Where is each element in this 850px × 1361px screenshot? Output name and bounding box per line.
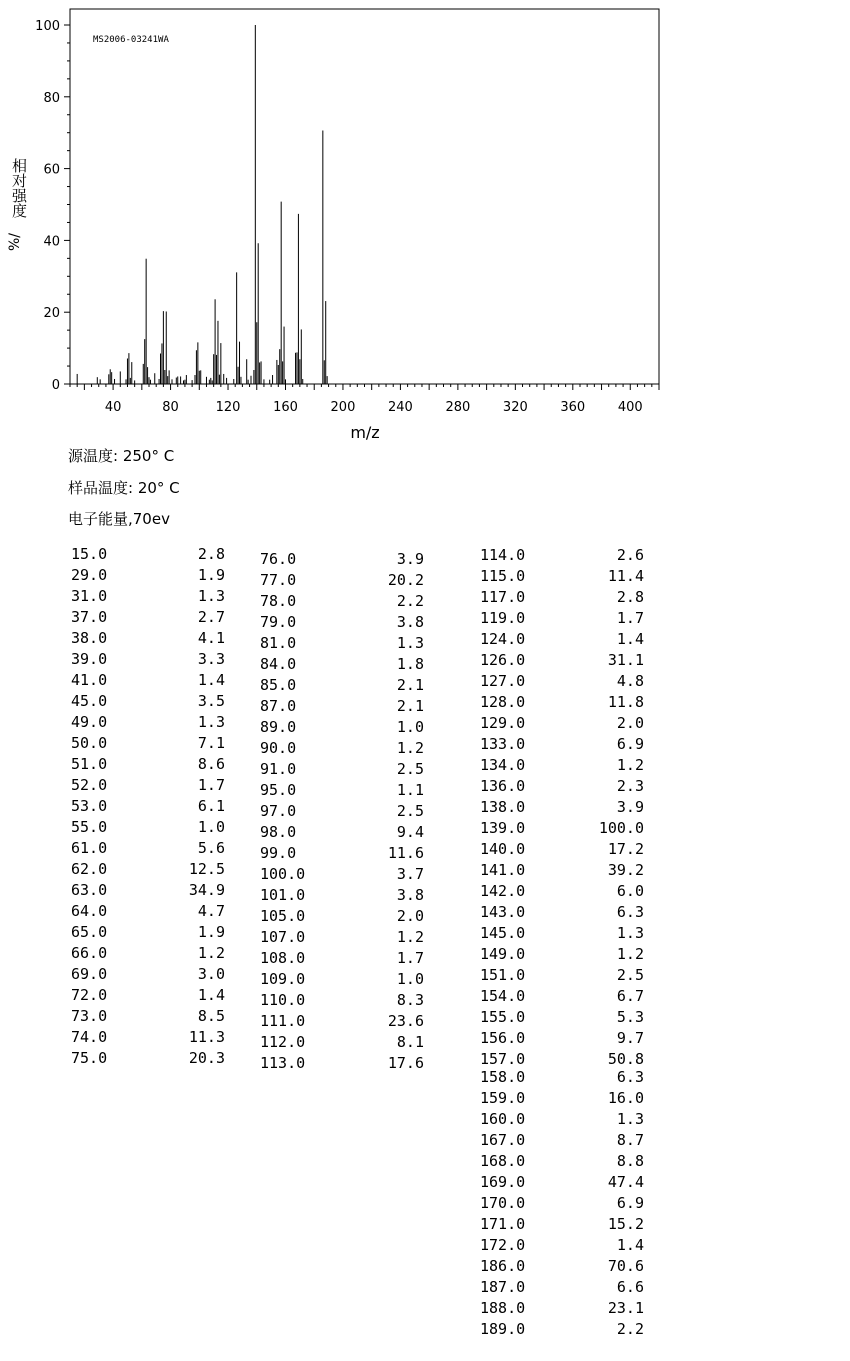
x-tick-label: 40 bbox=[104, 400, 122, 415]
peak-mz: 136.0 bbox=[480, 777, 526, 795]
peak-abundance: 1.4 bbox=[616, 1236, 644, 1254]
peak-abundance: 8.6 bbox=[197, 755, 225, 773]
peak-abundance: 5.3 bbox=[616, 1008, 644, 1026]
peak-mz: 79.0 bbox=[260, 613, 297, 631]
x-tick-label: 280 bbox=[445, 400, 471, 415]
peak-abundance: 2.1 bbox=[396, 697, 424, 715]
peak-mz: 159.0 bbox=[480, 1089, 526, 1107]
y-tick-label: 80 bbox=[43, 90, 60, 106]
peak-mz: 15.0 bbox=[71, 545, 108, 563]
peak-abundance: 2.0 bbox=[616, 714, 644, 732]
peak-mz: 85.0 bbox=[260, 676, 297, 694]
plot-frame bbox=[70, 9, 659, 384]
peak-mz: 99.0 bbox=[260, 844, 297, 862]
peak-mz: 108.0 bbox=[260, 949, 306, 967]
peak-mz: 87.0 bbox=[260, 697, 297, 715]
peak-mz: 145.0 bbox=[480, 924, 526, 942]
peak-mz: 69.0 bbox=[71, 965, 108, 983]
peak-abundance: 1.8 bbox=[396, 655, 424, 673]
peak-mz: 110.0 bbox=[260, 991, 306, 1009]
peak-mz: 124.0 bbox=[480, 630, 526, 648]
peak-abundance: 1.3 bbox=[396, 634, 424, 652]
x-tick-label: 160 bbox=[273, 400, 298, 415]
peak-abundance: 1.3 bbox=[616, 1110, 644, 1128]
x-tick-label: 120 bbox=[215, 400, 241, 415]
peak-abundance: 7.1 bbox=[197, 734, 225, 752]
peak-abundance: 20.2 bbox=[387, 571, 424, 589]
peak-mz: 119.0 bbox=[480, 609, 526, 627]
x-tick-label: 80 bbox=[162, 400, 179, 415]
peak-abundance: 3.8 bbox=[396, 886, 424, 904]
peak-mz: 77.0 bbox=[260, 571, 297, 589]
peak-abundance: 1.0 bbox=[197, 818, 225, 836]
peak-abundance: 1.0 bbox=[396, 718, 424, 736]
peak-abundance: 2.3 bbox=[616, 777, 644, 795]
peak-mz: 38.0 bbox=[71, 629, 108, 647]
peak-mz: 155.0 bbox=[480, 1008, 526, 1026]
peak-mz: 186.0 bbox=[480, 1257, 526, 1275]
peak-abundance: 1.4 bbox=[197, 986, 225, 1004]
peak-abundance: 50.8 bbox=[607, 1050, 644, 1068]
peak-abundance: 6.6 bbox=[616, 1278, 644, 1296]
y-tick-label: 20 bbox=[43, 306, 60, 322]
peak-mz: 141.0 bbox=[480, 861, 526, 879]
peak-abundance: 4.1 bbox=[197, 629, 225, 647]
source-temperature: 源温度: 250° C bbox=[68, 447, 175, 465]
peak-mz: 76.0 bbox=[260, 550, 297, 568]
peak-mz: 64.0 bbox=[71, 902, 108, 920]
peak-mz: 51.0 bbox=[71, 755, 108, 773]
peak-abundance: 20.3 bbox=[188, 1049, 225, 1067]
peak-abundance: 23.6 bbox=[387, 1012, 424, 1030]
x-tick-label: 400 bbox=[617, 400, 643, 415]
peak-mz: 127.0 bbox=[480, 672, 526, 690]
y-tick-label: 100 bbox=[35, 19, 60, 34]
peak-abundance: 16.0 bbox=[607, 1089, 644, 1107]
x-axis-ticks bbox=[70, 384, 659, 415]
peak-mz: 142.0 bbox=[480, 882, 526, 900]
peak-abundance: 5.6 bbox=[197, 839, 225, 857]
peak-mz: 115.0 bbox=[480, 567, 526, 585]
peak-abundance: 6.9 bbox=[616, 1194, 644, 1212]
y-axis-unit: %/ bbox=[7, 232, 23, 251]
peak-mz: 112.0 bbox=[260, 1033, 306, 1051]
peak-mz: 133.0 bbox=[480, 735, 526, 753]
peak-abundance: 11.6 bbox=[387, 844, 424, 862]
peak-mz: 117.0 bbox=[480, 588, 526, 606]
peak-abundance: 1.1 bbox=[396, 781, 424, 799]
peak-mz: 62.0 bbox=[71, 860, 108, 878]
peak-abundance: 2.5 bbox=[616, 966, 644, 984]
peak-mz: 151.0 bbox=[480, 966, 526, 984]
peak-mz: 169.0 bbox=[480, 1173, 526, 1191]
y-axis-ticks bbox=[35, 19, 70, 393]
peak-mz: 172.0 bbox=[480, 1236, 526, 1254]
peak-mz: 72.0 bbox=[71, 986, 108, 1004]
y-tick-label: 40 bbox=[43, 234, 60, 250]
y-axis-label: 相对强度 bbox=[10, 158, 28, 218]
peak-abundance: 1.9 bbox=[197, 923, 225, 941]
peak-abundance: 1.3 bbox=[197, 587, 225, 605]
peak-mz: 31.0 bbox=[71, 587, 108, 605]
spectrum-id-label: MS2006-03241WA bbox=[93, 35, 169, 45]
peak-mz: 157.0 bbox=[480, 1050, 526, 1068]
peak-abundance: 70.6 bbox=[607, 1257, 644, 1275]
peak-mz: 128.0 bbox=[480, 693, 526, 711]
peak-mz: 140.0 bbox=[480, 840, 526, 858]
peak-abundance: 1.2 bbox=[616, 756, 644, 774]
peak-mz: 171.0 bbox=[480, 1215, 526, 1233]
peak-abundance: 4.8 bbox=[616, 672, 644, 690]
peak-abundance: 2.8 bbox=[197, 545, 225, 563]
peak-abundance: 11.8 bbox=[607, 693, 644, 711]
peak-abundance: 6.0 bbox=[616, 882, 644, 900]
peak-mz: 101.0 bbox=[260, 886, 306, 904]
peak-abundance: 6.3 bbox=[616, 1068, 644, 1086]
peak-mz: 114.0 bbox=[480, 546, 526, 564]
peak-abundance: 9.7 bbox=[616, 1029, 644, 1047]
peak-abundance: 1.2 bbox=[616, 945, 644, 963]
peak-mz: 49.0 bbox=[71, 713, 108, 731]
peak-mz: 138.0 bbox=[480, 798, 526, 816]
peak-abundance: 11.4 bbox=[607, 567, 644, 585]
peak-abundance: 2.7 bbox=[197, 608, 225, 626]
peak-abundance: 1.4 bbox=[616, 630, 644, 648]
peak-mz: 134.0 bbox=[480, 756, 526, 774]
peak-mz: 29.0 bbox=[71, 566, 108, 584]
peak-abundance: 2.5 bbox=[396, 760, 424, 778]
peak-mz: 167.0 bbox=[480, 1131, 526, 1149]
peak-mz: 45.0 bbox=[71, 692, 108, 710]
peak-abundance: 17.6 bbox=[387, 1054, 424, 1072]
peak-mz: 158.0 bbox=[480, 1068, 526, 1086]
peak-mz: 61.0 bbox=[71, 839, 108, 857]
spectrum-bars bbox=[77, 25, 327, 384]
peak-mz: 65.0 bbox=[71, 923, 108, 941]
peak-abundance: 34.9 bbox=[188, 881, 225, 899]
peak-abundance: 1.2 bbox=[396, 739, 424, 757]
peak-abundance: 2.8 bbox=[616, 588, 644, 606]
peak-mz: 50.0 bbox=[71, 734, 108, 752]
peak-abundance: 1.3 bbox=[197, 713, 225, 731]
peak-mz: 188.0 bbox=[480, 1299, 526, 1317]
peak-mz: 78.0 bbox=[260, 592, 297, 610]
peak-mz: 89.0 bbox=[260, 718, 297, 736]
peak-abundance: 47.4 bbox=[607, 1173, 644, 1191]
peak-abundance: 3.9 bbox=[616, 798, 644, 816]
peak-mz: 156.0 bbox=[480, 1029, 526, 1047]
peak-abundance: 2.2 bbox=[396, 592, 424, 610]
peak-abundance: 3.7 bbox=[396, 865, 424, 883]
peak-mz: 95.0 bbox=[260, 781, 297, 799]
peak-mz: 63.0 bbox=[71, 881, 108, 899]
peak-abundance: 39.2 bbox=[607, 861, 644, 879]
peak-mz: 91.0 bbox=[260, 760, 297, 778]
peak-abundance: 11.3 bbox=[188, 1028, 225, 1046]
peak-mz: 126.0 bbox=[480, 651, 526, 669]
peak-mz: 168.0 bbox=[480, 1152, 526, 1170]
peak-abundance: 1.0 bbox=[396, 970, 424, 988]
peak-mz: 160.0 bbox=[480, 1110, 526, 1128]
peak-abundance: 1.3 bbox=[616, 924, 644, 942]
peak-mz: 90.0 bbox=[260, 739, 297, 757]
peak-abundance: 2.0 bbox=[396, 907, 424, 925]
peak-mz: 143.0 bbox=[480, 903, 526, 921]
peak-abundance: 8.1 bbox=[396, 1033, 424, 1051]
peak-mz: 97.0 bbox=[260, 802, 297, 820]
peak-mz: 189.0 bbox=[480, 1320, 526, 1338]
y-tick-label: 60 bbox=[43, 162, 60, 178]
peak-abundance: 23.1 bbox=[607, 1299, 644, 1317]
peak-mz: 187.0 bbox=[480, 1278, 526, 1296]
x-tick-label: 240 bbox=[388, 400, 413, 415]
peak-abundance: 3.9 bbox=[396, 550, 424, 568]
peak-abundance: 12.5 bbox=[188, 860, 225, 878]
peak-abundance: 100.0 bbox=[598, 819, 644, 837]
peak-abundance: 1.7 bbox=[616, 609, 644, 627]
peak-abundance: 9.4 bbox=[396, 823, 424, 841]
peak-mz: 55.0 bbox=[71, 818, 108, 836]
peak-mz: 170.0 bbox=[480, 1194, 526, 1212]
peak-abundance: 4.7 bbox=[197, 902, 225, 920]
mass-spectrum-chart bbox=[0, 0, 850, 445]
peak-abundance: 3.3 bbox=[197, 650, 225, 668]
peak-abundance: 2.2 bbox=[616, 1320, 644, 1338]
peak-abundance: 1.7 bbox=[197, 776, 225, 794]
peak-abundance: 8.5 bbox=[197, 1007, 225, 1025]
peak-mz: 149.0 bbox=[480, 945, 526, 963]
peak-mz: 111.0 bbox=[260, 1012, 306, 1030]
peak-abundance: 3.0 bbox=[197, 965, 225, 983]
peak-mz: 84.0 bbox=[260, 655, 297, 673]
peak-mz: 154.0 bbox=[480, 987, 526, 1005]
peak-abundance: 3.8 bbox=[396, 613, 424, 631]
peak-abundance: 1.2 bbox=[396, 928, 424, 946]
peak-abundance: 17.2 bbox=[607, 840, 644, 858]
peak-abundance: 8.3 bbox=[396, 991, 424, 1009]
peak-abundance: 1.2 bbox=[197, 944, 225, 962]
peak-mz: 53.0 bbox=[71, 797, 108, 815]
peak-abundance: 8.8 bbox=[616, 1152, 644, 1170]
peak-abundance: 1.4 bbox=[197, 671, 225, 689]
peak-abundance: 6.1 bbox=[197, 797, 225, 815]
peak-mz: 129.0 bbox=[480, 714, 526, 732]
peak-mz: 81.0 bbox=[260, 634, 297, 652]
peak-mz: 113.0 bbox=[260, 1054, 306, 1072]
y-tick-label: 0 bbox=[51, 378, 60, 393]
peak-abundance: 2.6 bbox=[616, 546, 644, 564]
peak-mz: 107.0 bbox=[260, 928, 306, 946]
peak-abundance: 2.1 bbox=[396, 676, 424, 694]
peak-mz: 73.0 bbox=[71, 1007, 108, 1025]
electron-energy: 电子能量,70ev bbox=[68, 510, 170, 528]
peak-mz: 105.0 bbox=[260, 907, 306, 925]
peak-mz: 100.0 bbox=[260, 865, 306, 883]
x-tick-label: 200 bbox=[330, 400, 356, 415]
peak-mz: 75.0 bbox=[71, 1049, 108, 1067]
peak-abundance: 2.5 bbox=[396, 802, 424, 820]
peak-mz: 74.0 bbox=[71, 1028, 108, 1046]
peak-mz: 139.0 bbox=[480, 819, 526, 837]
peak-abundance: 15.2 bbox=[607, 1215, 644, 1233]
peak-abundance: 1.9 bbox=[197, 566, 225, 584]
sample-temperature: 样品温度: 20° C bbox=[68, 479, 180, 497]
peak-abundance: 8.7 bbox=[616, 1131, 644, 1149]
x-axis-label: m/z bbox=[350, 423, 380, 442]
peak-mz: 66.0 bbox=[71, 944, 108, 962]
peak-mz: 52.0 bbox=[71, 776, 108, 794]
peak-abundance: 6.3 bbox=[616, 903, 644, 921]
peak-abundance: 6.9 bbox=[616, 735, 644, 753]
peak-abundance: 31.1 bbox=[607, 651, 644, 669]
peak-mz: 39.0 bbox=[71, 650, 108, 668]
peak-mz: 37.0 bbox=[71, 608, 108, 626]
peak-abundance: 6.7 bbox=[616, 987, 644, 1005]
x-tick-label: 360 bbox=[560, 400, 586, 415]
peak-mz: 41.0 bbox=[71, 671, 108, 689]
peak-mz: 98.0 bbox=[260, 823, 297, 841]
peak-mz: 109.0 bbox=[260, 970, 306, 988]
peak-abundance: 1.7 bbox=[396, 949, 424, 967]
x-tick-label: 320 bbox=[502, 400, 528, 415]
peak-abundance: 3.5 bbox=[197, 692, 225, 710]
